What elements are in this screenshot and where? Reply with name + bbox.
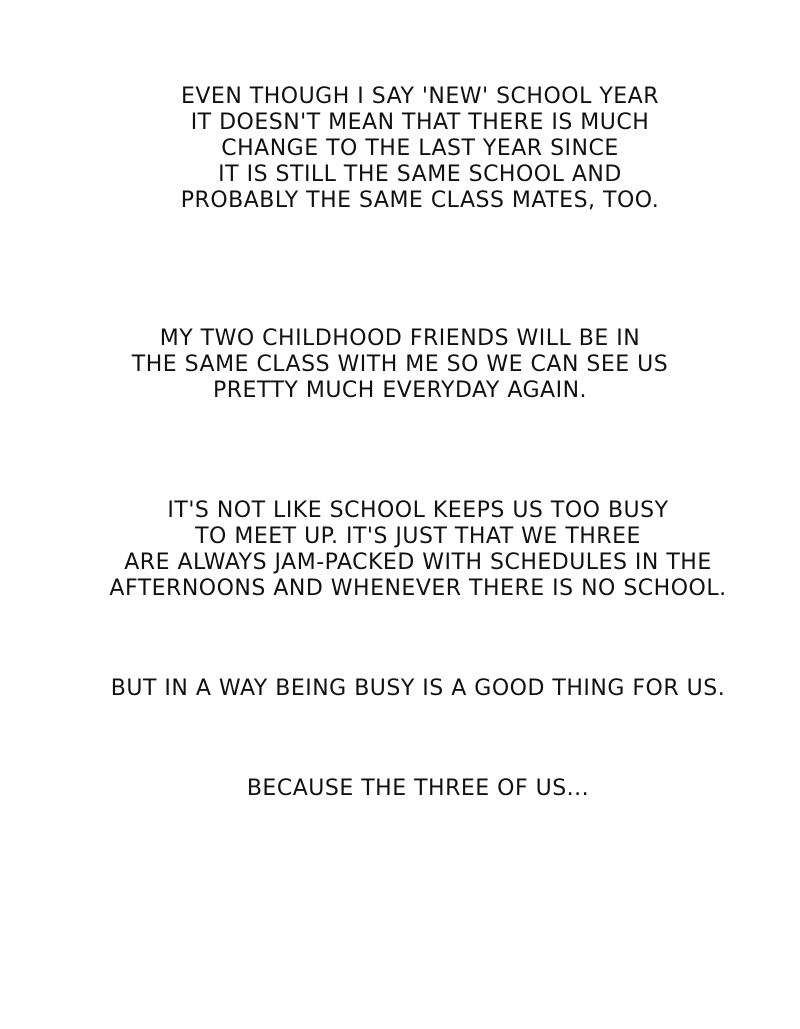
narration-block-5 bbox=[18, 776, 800, 802]
narration-line: TO MEET UP. IT'S JUST THAT WE THREE bbox=[195, 524, 641, 549]
narration-block-3 bbox=[18, 498, 800, 602]
narration-line: PROBABLY THE SAME CLASS MATES, TOO. bbox=[180, 188, 660, 213]
narration-line: IT DOESN'T MEAN THAT THERE IS MUCH bbox=[190, 110, 650, 135]
narration-line: THE SAME CLASS WITH ME SO WE CAN SEE US bbox=[131, 352, 669, 377]
narration-line: MY TWO CHILDHOOD FRIENDS WILL BE IN bbox=[159, 326, 641, 351]
narration-line: ARE ALWAYS JAM-PACKED WITH SCHEDULES IN THE bbox=[124, 550, 712, 575]
narration-line: BECAUSE THE THREE OF US... bbox=[246, 776, 590, 801]
narration-block-4 bbox=[18, 676, 800, 702]
narration-line: IT IS STILL THE SAME SCHOOL AND bbox=[218, 162, 622, 187]
narration-line: PRETTY MUCH EVERYDAY AGAIN. bbox=[212, 378, 588, 403]
narration-line: BUT IN A WAY BEING BUSY IS A GOOD THING FOR US. bbox=[110, 676, 726, 701]
narration-line: AFTERNOONS AND WHENEVER THERE IS NO SCHOOL. bbox=[109, 576, 727, 601]
narration-line: CHANGE TO THE LAST YEAR SINCE bbox=[221, 136, 619, 161]
narration-block-1 bbox=[20, 84, 800, 214]
narration-block-2 bbox=[0, 326, 800, 404]
narration-line: IT'S NOT LIKE SCHOOL KEEPS US TOO BUSY bbox=[167, 498, 669, 523]
narration-line: EVEN THOUGH I SAY 'NEW' SCHOOL YEAR bbox=[180, 84, 660, 109]
